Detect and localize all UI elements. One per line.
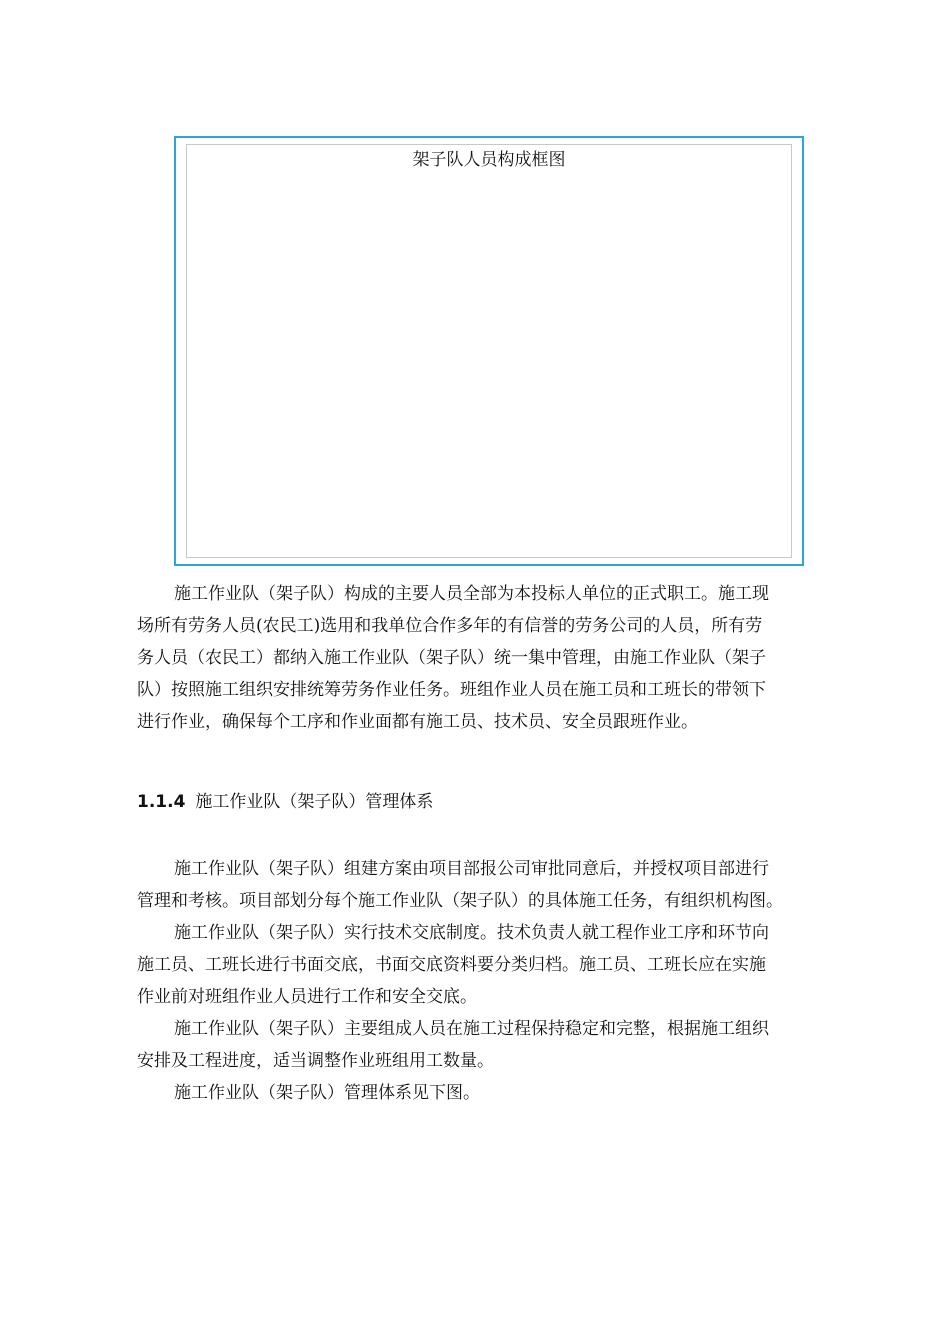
text-line: 施工作业队（架子队）实行技术交底制度。技术负责人就工程作业工序和环节向 bbox=[174, 923, 769, 943]
text-line: 施工作业队（架子队）组建方案由项目部报公司审批同意后，并授权项目部进行 bbox=[174, 859, 769, 879]
text-line: 管理和考核。项目部划分每个施工作业队（架子队）的具体施工任务，有组织机构图。 bbox=[137, 891, 783, 911]
text-line: 施工员、工班长进行书面交底，书面交底资料要分类归档。施工员、工班长应在实施 bbox=[137, 955, 766, 975]
text-line: 进行作业，确保每个工序和作业面都有施工员、技术员、安全员跟班作业。 bbox=[137, 712, 698, 732]
paragraph-see-figure bbox=[137, 1077, 837, 1109]
text-line: 施工作业队（架子队）主要组成人员在施工过程保持稳定和完整，根据施工组织 bbox=[174, 1019, 769, 1039]
text-line: 场所有劳务人员(农民工)选用和我单位合作多年的有信誉的劳务公司的人员，所有劳 bbox=[137, 616, 763, 636]
figure-frame bbox=[174, 136, 804, 566]
text-line: 队）按照施工组织安排统筹劳务作业任务。班组作业人员在施工员和工班长的带领下 bbox=[137, 680, 766, 700]
text-line: 施工作业队（架子队）构成的主要人员全部为本投标人单位的正式职工。施工现 bbox=[174, 584, 769, 604]
text-line: 安排及工程进度，适当调整作业班组用工数量。 bbox=[137, 1051, 494, 1071]
text-line: 作业前对班组作业人员进行工作和安全交底。 bbox=[137, 987, 477, 1007]
section-number: 1.1.4 bbox=[137, 792, 186, 812]
section-title: 施工作业队（架子队）管理体系 bbox=[195, 792, 434, 812]
text-line: 施工作业队（架子队）管理体系见下图。 bbox=[174, 1083, 480, 1103]
paragraph-organization bbox=[137, 853, 837, 917]
paragraph-technical-briefing bbox=[137, 917, 837, 1013]
text-line: 务人员（农民工）都纳入施工作业队（架子队）统一集中管理，由施工作业队（架子 bbox=[137, 648, 766, 668]
section-heading bbox=[137, 788, 433, 816]
figure-title: 架子队人员构成框图 bbox=[412, 150, 566, 170]
paragraph-stability bbox=[137, 1013, 837, 1077]
figure-placeholder bbox=[186, 144, 792, 558]
paragraph-composition bbox=[137, 578, 837, 738]
